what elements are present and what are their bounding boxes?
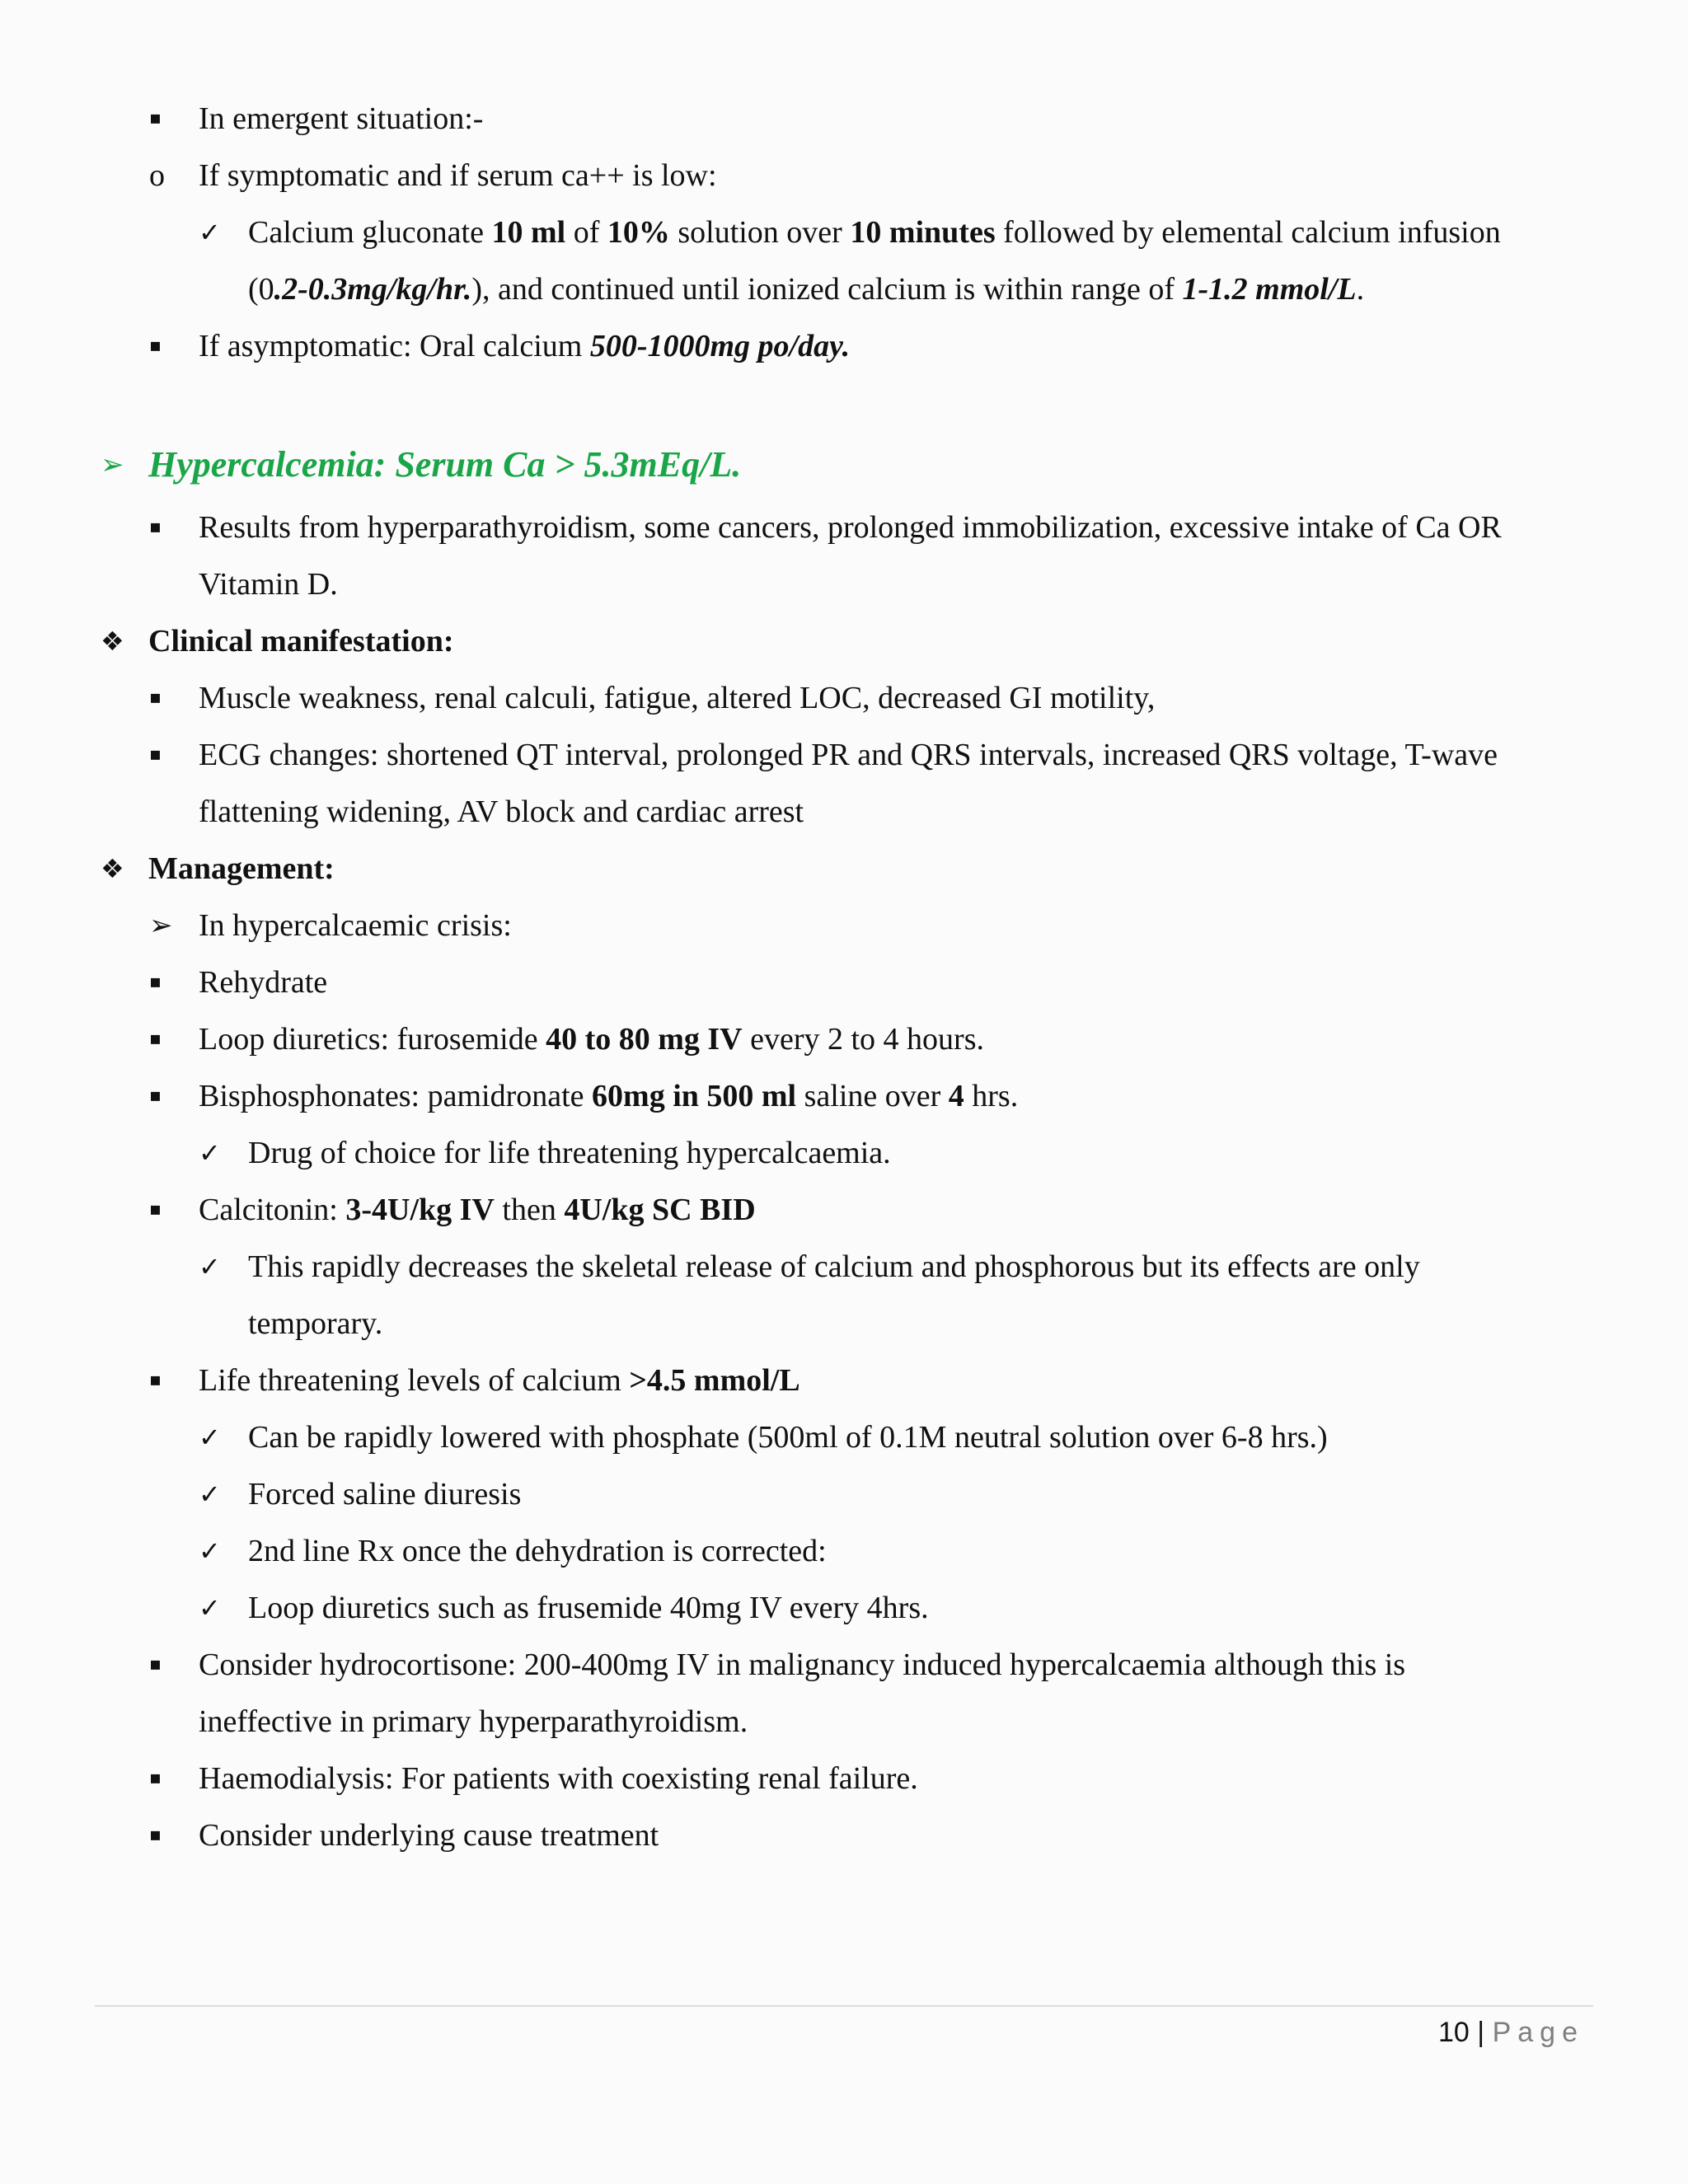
text-run: hrs.	[964, 1079, 1019, 1113]
checkmark-icon: ✓	[199, 1535, 221, 1567]
line-text	[248, 1248, 1420, 1286]
checkmark-icon: ✓	[199, 1422, 221, 1453]
text-run: Can be rapidly lowered with phosphate (500ml of 0.1M neutral solution over 6-8 hrs.)	[248, 1420, 1328, 1455]
line-text	[248, 1532, 827, 1570]
text-run: ineffective in primary hyperparathyroidism.	[199, 1704, 748, 1739]
text-run: every 2 to 4 hours.	[742, 1022, 984, 1057]
emphasized-text: 10%	[607, 215, 670, 250]
text-run: Loop diuretics: furosemide	[199, 1022, 546, 1057]
text-run: flattening widening, AV block and cardiac arrest	[199, 794, 804, 829]
arrow-bullet-icon: ➢	[101, 448, 124, 481]
text-run: Consider underlying cause treatment	[199, 1818, 659, 1853]
checkmark-icon: ✓	[199, 1479, 221, 1510]
square-bullet-icon: ▪	[149, 744, 162, 765]
square-bullet-icon: ▪	[149, 687, 162, 708]
text-run: Life threatening levels of calcium	[199, 1363, 630, 1398]
text-run: Rehydrate	[199, 965, 328, 1000]
emphasized-text: 3-4U/kg IV	[345, 1193, 495, 1227]
line-text	[199, 1646, 1405, 1684]
text-run: Calcitonin:	[199, 1193, 346, 1227]
text-run: ), and continued until ionized calcium is within range of	[471, 272, 1183, 307]
text-run: (0	[248, 272, 274, 307]
line-text	[248, 1475, 521, 1513]
line-text	[199, 100, 483, 138]
text-run: temporary.	[248, 1306, 383, 1341]
page-word: Page	[1492, 2017, 1584, 2048]
square-bullet-icon: ▪	[149, 1029, 162, 1049]
emphasized-text: 10 ml	[491, 215, 566, 250]
text-run: saline over	[796, 1079, 949, 1113]
text-run: .	[1356, 272, 1365, 307]
line-text	[199, 1191, 756, 1229]
line-text	[199, 1760, 918, 1797]
line-text	[248, 213, 1501, 251]
emphasized-text: 4	[948, 1079, 964, 1113]
line-text	[199, 793, 804, 831]
square-bullet-icon: ▪	[149, 1085, 162, 1106]
line-text	[199, 1077, 1018, 1115]
line-text	[199, 509, 1502, 546]
footer-separator: |	[1477, 2017, 1485, 2048]
checkmark-icon: ✓	[199, 1137, 221, 1169]
square-bullet-icon: ▪	[149, 1654, 162, 1675]
square-bullet-icon: ▪	[149, 972, 162, 992]
text-run: Forced saline diuresis	[248, 1477, 522, 1511]
text-run: Hypercalcemia: Serum Ca > 5.3mEq/L.	[148, 444, 742, 485]
emphasized-text: .2-0.3mg/kg/hr.	[274, 272, 472, 307]
line-text	[248, 1134, 891, 1172]
emphasized-text: 10 minutes	[850, 215, 996, 250]
text-run: In hypercalcaemic crisis:	[199, 908, 512, 943]
text-run: Vitamin D.	[199, 567, 338, 602]
line-text	[199, 565, 338, 603]
emphasized-text: 60mg in 500 ml	[592, 1079, 797, 1113]
text-run: Haemodialysis: For patients with coexisting renal failure.	[199, 1761, 918, 1796]
line-text	[199, 736, 1498, 774]
line-text	[199, 157, 717, 194]
text-run: Drug of choice for life threatening hypercalcaemia.	[248, 1136, 891, 1170]
text-run: ECG changes: shortened QT interval, prolonged PR and QRS intervals, increased QRS voltage, T-wave	[199, 738, 1498, 772]
line-text	[199, 327, 850, 365]
line-text	[248, 1418, 1328, 1456]
diamond-bullet-icon: ❖	[101, 626, 124, 657]
emphasized-text: 4U/kg SC BID	[564, 1193, 756, 1227]
text-run: Bisphosphonates: pamidronate	[199, 1079, 593, 1113]
line-text	[199, 907, 512, 944]
checkmark-icon: ✓	[199, 1592, 221, 1624]
text-run: In emergent situation:-	[199, 101, 484, 136]
square-bullet-icon: ▪	[149, 1370, 162, 1390]
text-run: then	[494, 1193, 565, 1227]
line-text	[199, 1361, 800, 1399]
text-run: of	[565, 215, 607, 250]
line-text	[199, 1703, 748, 1741]
line-text	[248, 270, 1364, 308]
emphasized-text: >4.5 mmol/L	[629, 1363, 800, 1398]
emphasized-text: 1-1.2 mmol/L	[1182, 272, 1357, 307]
emphasized-text: 40 to 80 mg IV	[546, 1022, 743, 1057]
circle-bullet-icon: o	[149, 158, 165, 193]
page-footer	[1438, 2014, 1584, 2050]
text-run: followed by elemental calcium infusion	[995, 215, 1501, 250]
square-bullet-icon: ▪	[149, 1768, 162, 1788]
checkmark-icon: ✓	[199, 217, 221, 248]
emphasized-text: Management:	[148, 851, 335, 886]
line-text	[148, 850, 335, 888]
square-bullet-icon: ▪	[149, 517, 162, 537]
line-text	[248, 1589, 929, 1627]
line-text	[148, 444, 741, 485]
diamond-bullet-icon: ❖	[101, 853, 124, 884]
text-run: Results from hyperparathyroidism, some cancers, prolonged immobilization, excessive intake of Ca OR	[199, 510, 1502, 545]
text-run: If symptomatic and if serum ca++ is low:	[199, 158, 717, 193]
text-run: Loop diuretics such as frusemide 40mg IV every 4hrs.	[248, 1591, 929, 1625]
text-run: Consider hydrocortisone: 200-400mg IV in malignancy induced hypercalcaemia although this is	[199, 1647, 1406, 1682]
square-bullet-icon: ▪	[149, 335, 162, 356]
text-run: If asymptomatic: Oral calcium	[199, 329, 590, 363]
emphasized-text: Clinical manifestation:	[148, 624, 454, 658]
line-text	[199, 963, 327, 1001]
emphasized-text: 500-1000mg po/day.	[589, 329, 851, 363]
line-text	[199, 1020, 984, 1058]
line-text	[148, 622, 453, 660]
text-run: Muscle weakness, renal calculi, fatigue, altered LOC, decreased GI motility,	[199, 681, 1156, 715]
checkmark-icon: ✓	[199, 1251, 221, 1282]
text-run: solution over	[669, 215, 851, 250]
line-text	[199, 679, 1155, 717]
text-run: 2nd line Rx once the dehydration is corrected:	[248, 1534, 827, 1568]
text-run: Calcium gluconate	[248, 215, 492, 250]
footer-rule	[95, 2005, 1593, 2007]
line-text	[248, 1305, 382, 1343]
square-bullet-icon: ▪	[149, 108, 162, 129]
square-bullet-icon: ▪	[149, 1825, 162, 1845]
page-number: 10	[1438, 2017, 1470, 2048]
text-run: This rapidly decreases the skeletal release of calcium and phosphorous but its effects are only	[248, 1249, 1420, 1284]
arrow-bullet-icon: ➢	[149, 909, 173, 942]
line-text	[199, 1816, 659, 1854]
square-bullet-icon: ▪	[149, 1199, 162, 1220]
